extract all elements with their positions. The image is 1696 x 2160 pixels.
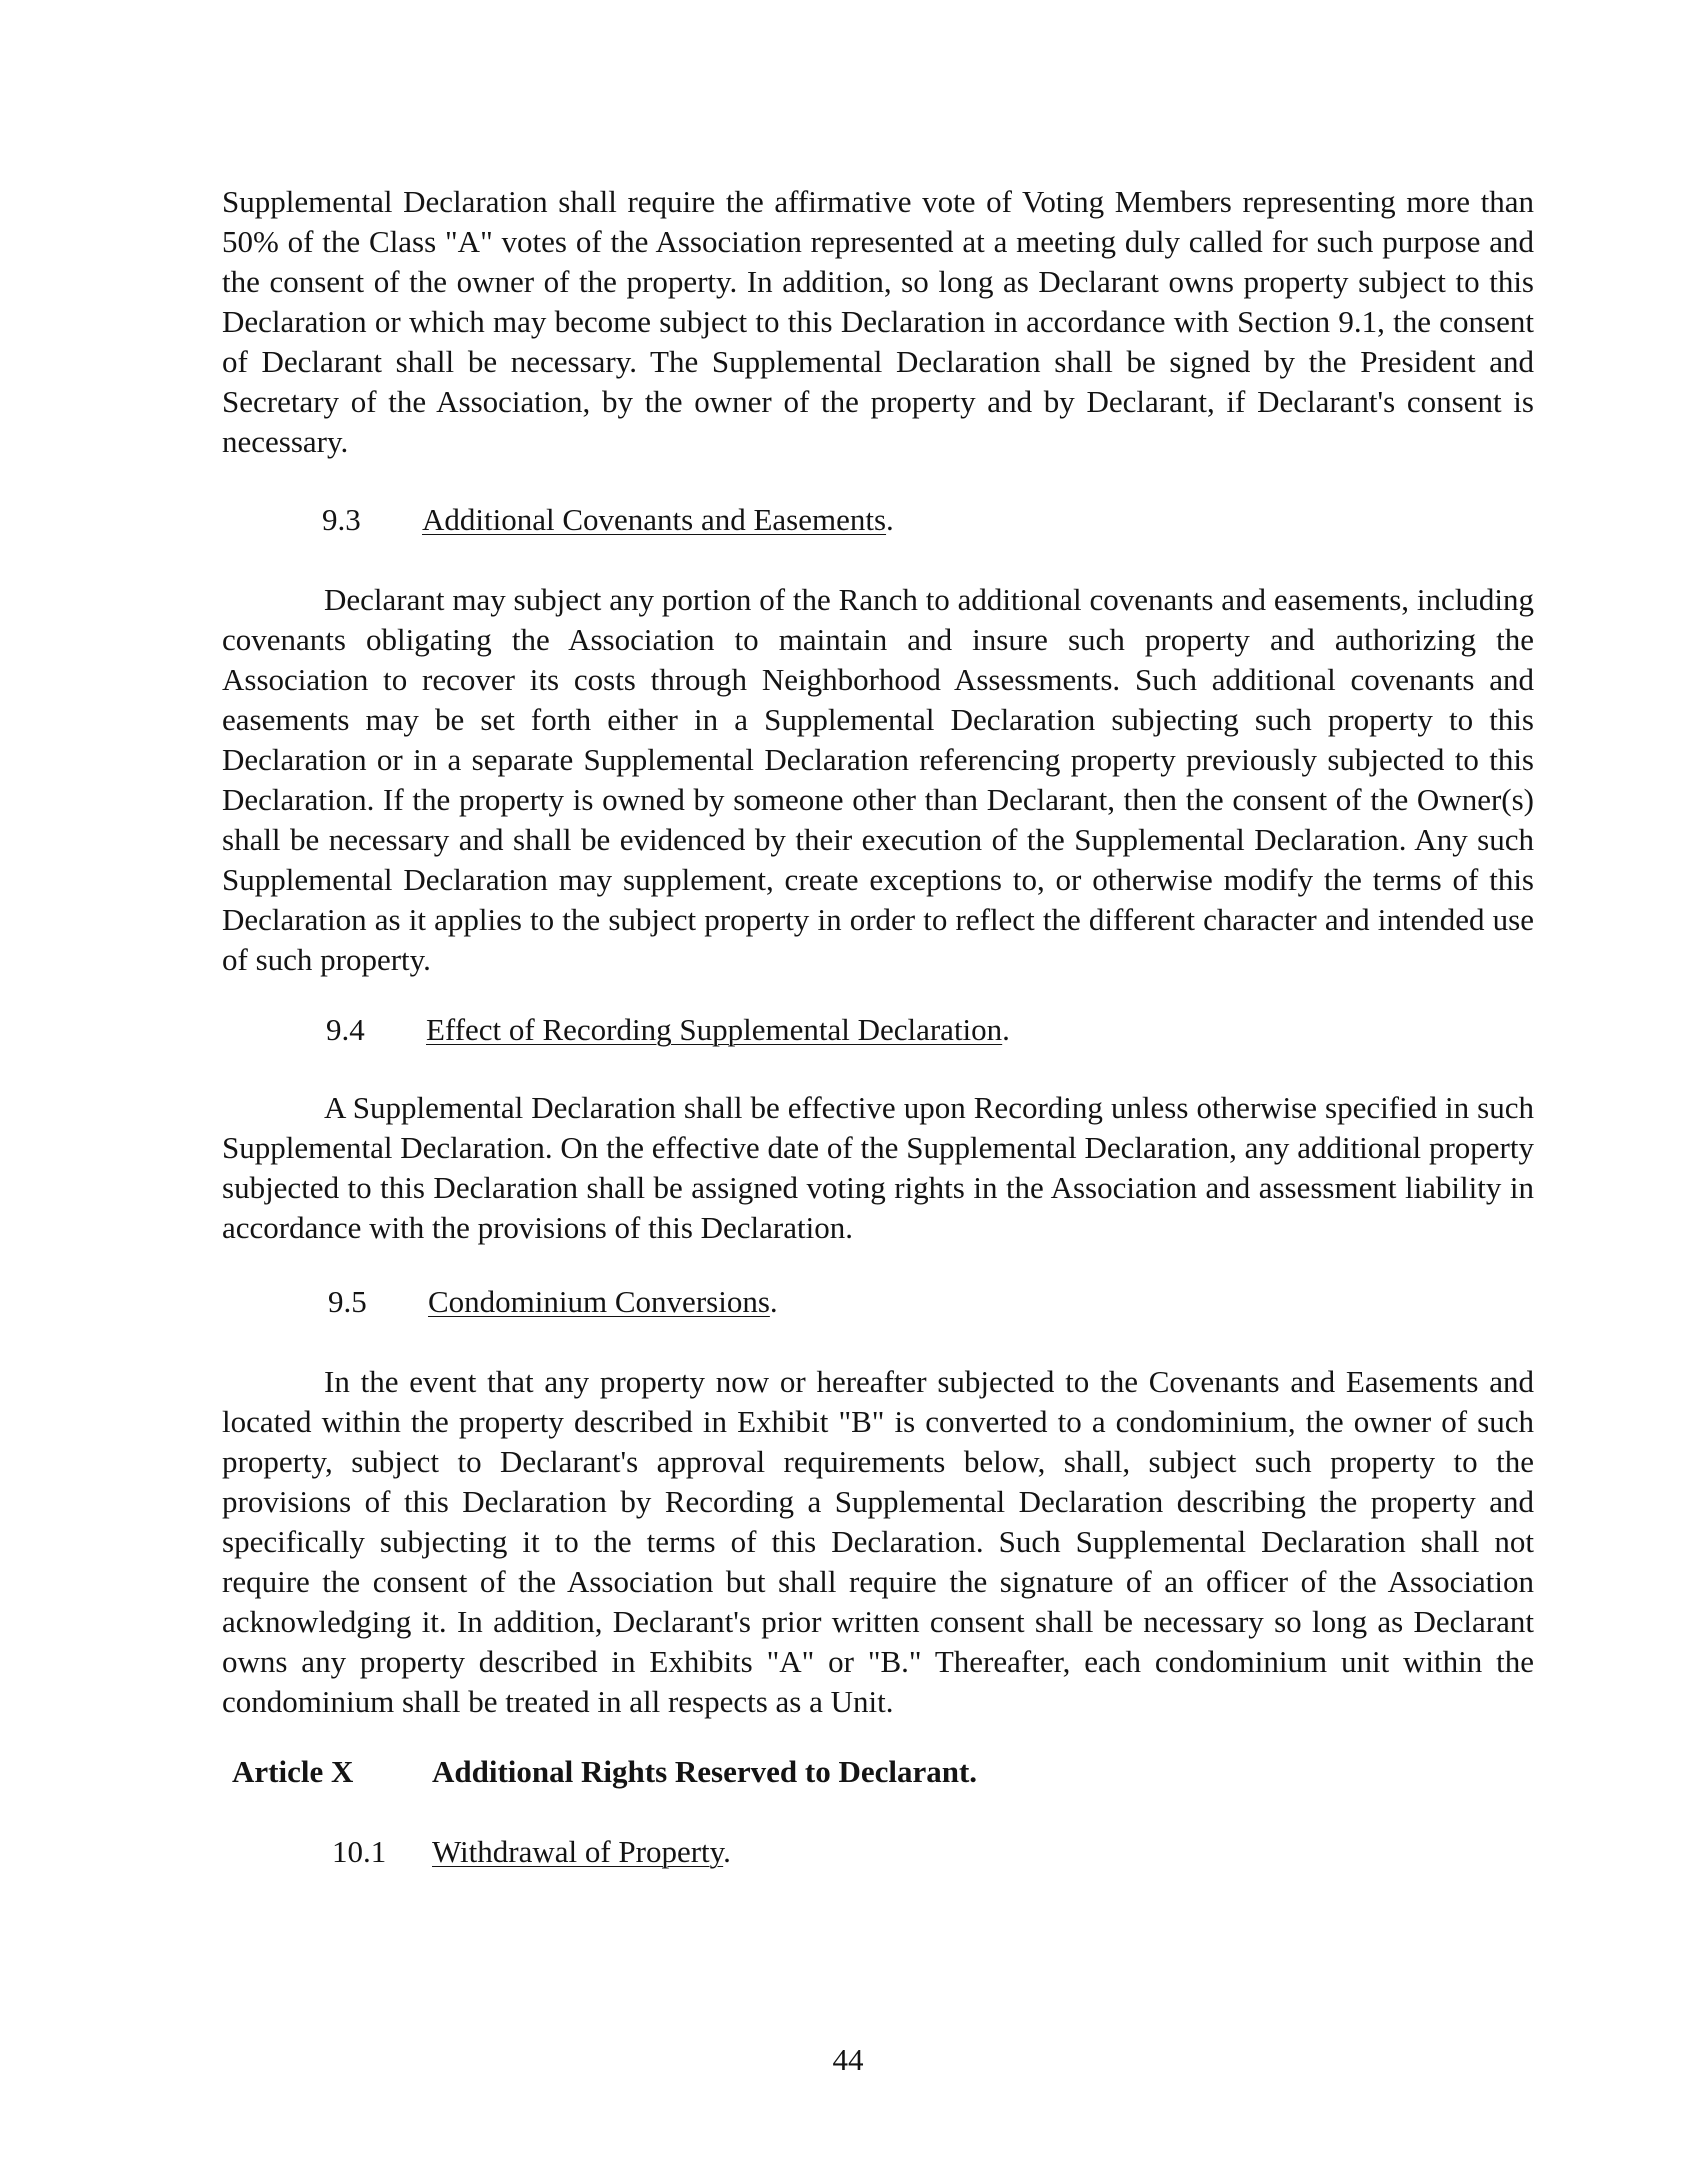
paragraph-effect-of-recording: A Supplemental Declaration shall be effective upon Recording unless otherwise specified in such Supplemental Declaration. On the effective date of the Supplemental Declaration, any additional property subjected to this Declaration shall be assigned voting rights in the Association and assessment liability in accordance with the provisions of this Declaration. — [222, 1090, 1534, 1245]
article-number: Article X — [232, 1754, 354, 1789]
section-title-period: . — [769, 1284, 778, 1319]
article-title: Additional Rights Reserved to Declarant. — [432, 1754, 978, 1789]
section-heading-9-3 — [322, 500, 894, 540]
section-number: 9.3 — [322, 502, 361, 537]
article-heading — [232, 1752, 977, 1792]
section-heading-10-1 — [332, 1832, 731, 1872]
section-title: Condominium Conversions — [428, 1284, 770, 1319]
section-title: Withdrawal of Property — [432, 1834, 724, 1869]
section-number: 10.1 — [332, 1834, 387, 1869]
section-heading-9-4 — [326, 1010, 1010, 1050]
section-number: 9.4 — [326, 1012, 365, 1047]
section-title: Effect of Recording Supplemental Declaration — [426, 1012, 1003, 1047]
paragraph-supplemental-declaration-vote: Supplemental Declaration shall require the affirmative vote of Voting Members representing more than 50% of the Class "A" votes of the Association represented at a meeting duly called for such purpose and the consent of the owner of the property. In addition, so long as Declarant owns property subject to this Declaration or which may become subject to this Declaration in accordance with Section 9.1, the consent of Declarant shall be necessary. The Supplemental Declaration shall be signed by the President and Secretary of the Association, by the owner of the property and by Declarant, if Declarant's consent is necessary. — [222, 184, 1534, 459]
section-title-period: . — [723, 1834, 731, 1869]
section-heading-9-5 — [328, 1282, 778, 1322]
section-title: Additional Covenants and Easements — [422, 502, 887, 537]
page-number: 44 — [832, 2042, 864, 2077]
paragraph-condominium-conversions: In the event that any property now or hereafter subjected to the Covenants and Easements and located within the property described in Exhibit "B" is converted to a condominium, the owner of such property, subject to Declarant's approval requirements below, shall, subject such property to the provisions of this Declaration by Recording a Supplemental Declaration describing the property and specifically subjecting it to the terms of this Declaration. Such Supplemental Declaration shall not require the consent of the Association but shall require the signature of an officer of the Association acknowledging it. In addition, Declarant's prior written consent shall be necessary so long as Declarant owns any property described in Exhibits "A" or "B." Thereafter, each condominium unit within the condominium shall be treated in all respects as a Unit. — [222, 1364, 1534, 1719]
section-title-period: . — [886, 502, 894, 537]
section-number: 9.5 — [328, 1284, 367, 1319]
section-title-period: . — [1002, 1012, 1010, 1047]
paragraph-additional-covenants: Declarant may subject any portion of the Ranch to additional covenants and easements, including covenants obligating the Association to maintain and insure such property and authorizing the Association to recover its costs through Neighborhood Assessments. Such additional covenants and easements may be set forth either in a Supplemental Declaration subjecting such property to this Declaration or in a separate Supplemental Declaration referencing property previously subjected to this Declaration. If the property is owned by someone other than Declarant, then the consent of the Owner(s) shall be necessary and shall be evidenced by their execution of the Supplemental Declaration. Any such Supplemental Declaration may supplement, create exceptions to, or otherwise modify the terms of this Declaration as it applies to the subject property in order to reflect the different character and intended use of such property. — [222, 582, 1534, 977]
